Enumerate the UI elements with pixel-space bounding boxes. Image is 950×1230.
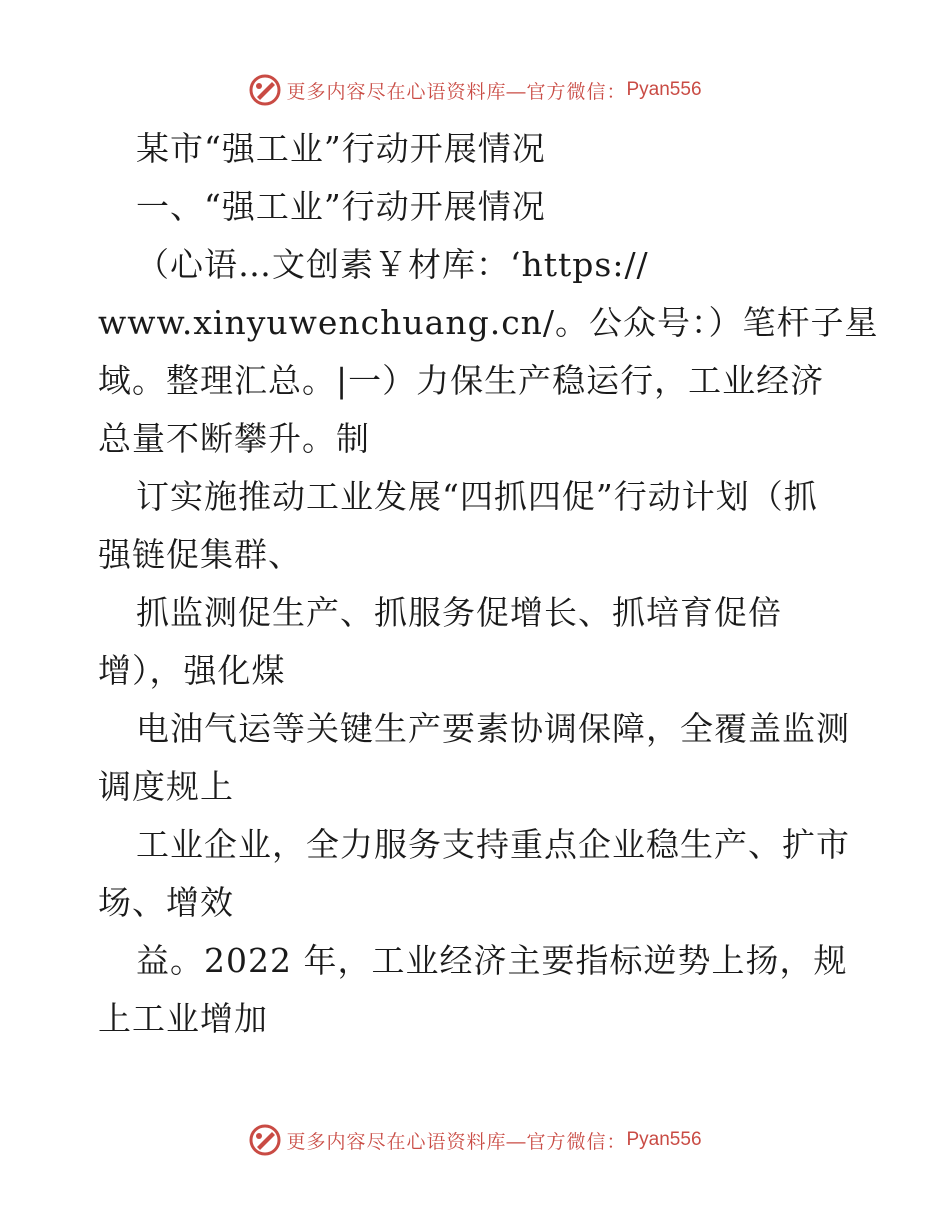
body-line: 益。2022 年，工业经济主要指标逆势上扬，规 — [136, 941, 848, 980]
body-line: 调度规上 — [98, 767, 234, 806]
section-heading: 一、“强工业”行动开展情况 — [136, 187, 546, 226]
body-line: www.xinyuwenchuang.cn/。公众号：）笔杆子星 — [98, 303, 879, 342]
document-title: 某市“强工业”行动开展情况 — [136, 129, 546, 168]
wechat-id: Pyan556 — [626, 79, 702, 100]
body-line: 增），强化煤 — [98, 651, 286, 690]
library-logo-icon — [248, 73, 282, 107]
watermark-text: 更多内容尽在心语资料库—官方微信： — [286, 81, 627, 103]
body-line: 域。整理汇总。|一）力保生产稳运行，工业经济 — [98, 361, 825, 400]
body-line: 电油气运等关键生产要素协调保障，全覆盖监测 — [136, 709, 850, 748]
watermark-text: 更多内容尽在心语资料库—官方微信： — [286, 1131, 627, 1153]
library-logo-icon — [248, 1123, 282, 1157]
body-line: 工业企业，全力服务支持重点企业稳生产、扩市 — [136, 825, 850, 864]
body-line: 强链促集群、 — [98, 535, 302, 574]
body-line: 场、增效 — [98, 883, 234, 922]
header-watermark-banner — [0, 70, 950, 110]
body-line: 总量不断攀升。制 — [98, 419, 370, 458]
document-body — [98, 120, 879, 1048]
body-line: 订实施推动工业发展“四抓四促”行动计划（抓 — [136, 477, 818, 516]
body-line: 上工业增加 — [98, 999, 268, 1038]
footer-watermark-banner — [0, 1120, 950, 1160]
body-line: （心语…文创素￥材库：‘https:// — [136, 245, 649, 284]
wechat-id: Pyan556 — [626, 1129, 702, 1150]
body-line: 抓监测促生产、抓服务促增长、抓培育促倍 — [136, 593, 782, 632]
